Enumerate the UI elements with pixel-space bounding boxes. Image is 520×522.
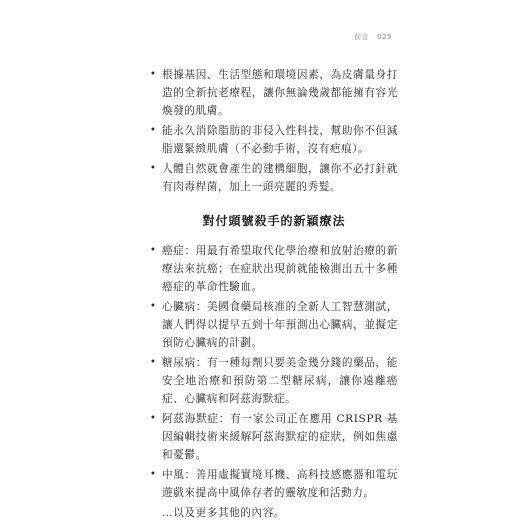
- list-item: [150, 466, 398, 502]
- bullet-text: 根據基因、生活型態和環境因素，為皮膚量身打造的全新抗老療程，讓你無論幾歲都能擁有容光煥發的肌膚。: [162, 69, 398, 117]
- list-item: [150, 410, 398, 464]
- page-number: 025: [377, 33, 392, 41]
- page-body: [150, 66, 398, 522]
- list-item: [150, 242, 398, 296]
- bullet-icon: •: [150, 469, 157, 480]
- bullet-text: 心臟病：美國食藥局核准的全新人工智慧測試，讓人們得以提早五到十年預測出心臟病，並擬定預防心臟病的計劃。: [162, 301, 398, 349]
- list-item: [150, 298, 398, 352]
- list-item: [150, 122, 398, 158]
- bullet-icon: •: [150, 357, 157, 368]
- bullet-text: 阿茲海默症：有一家公司正在應用 CRISPR 基因編輯技術來緩解阿茲海默症的症狀，例如焦慮和憂鬱。: [162, 413, 398, 461]
- closing-line: …以及更多其他的內容。: [162, 507, 286, 519]
- bullet-text: 糖尿病：有一種每劑只要美金幾分錢的藥品，能安全地治療和預防第二型糖尿病，讓你遠離癌症、心臟病和阿茲海默症。: [162, 357, 398, 405]
- bullet-icon: •: [150, 413, 157, 424]
- intro-bullet-list: [150, 66, 398, 196]
- bullet-icon: •: [150, 125, 157, 136]
- bullet-icon: •: [150, 245, 157, 256]
- list-item: [150, 160, 398, 196]
- section-heading: 對付頭號殺手的新穎療法: [202, 214, 346, 228]
- running-header: [354, 32, 392, 42]
- list-item: [150, 66, 398, 120]
- bullet-text: 中風：善用虛擬實境耳機、高科技感應器和電玩遊戲來提高中風倖存者的靈敏度和活動力。: [162, 469, 398, 499]
- treatment-bullet-list: [150, 242, 398, 502]
- section-label: 前言: [354, 33, 370, 41]
- list-item: [150, 354, 398, 408]
- bullet-icon: •: [150, 69, 157, 80]
- bullet-text: 人體自然就會產生的建構細胞，讓你不必打針就有肉毒桿菌，加上一頭亮麗的秀髮。: [162, 163, 398, 193]
- bullet-icon: •: [150, 301, 157, 312]
- bullet-icon: •: [150, 163, 157, 174]
- bullet-text: 能永久消除脂肪的非侵入性科技，幫助你不但減脂還緊緻肌膚（不必動手術，沒有疤痕）。: [162, 125, 398, 155]
- bullet-text: 癌症：用最有希望取代化學治療和放射治療的新療法來抗癌；在症狀出現前就能檢測出五十多種癌症的革命性驗血。: [162, 245, 398, 293]
